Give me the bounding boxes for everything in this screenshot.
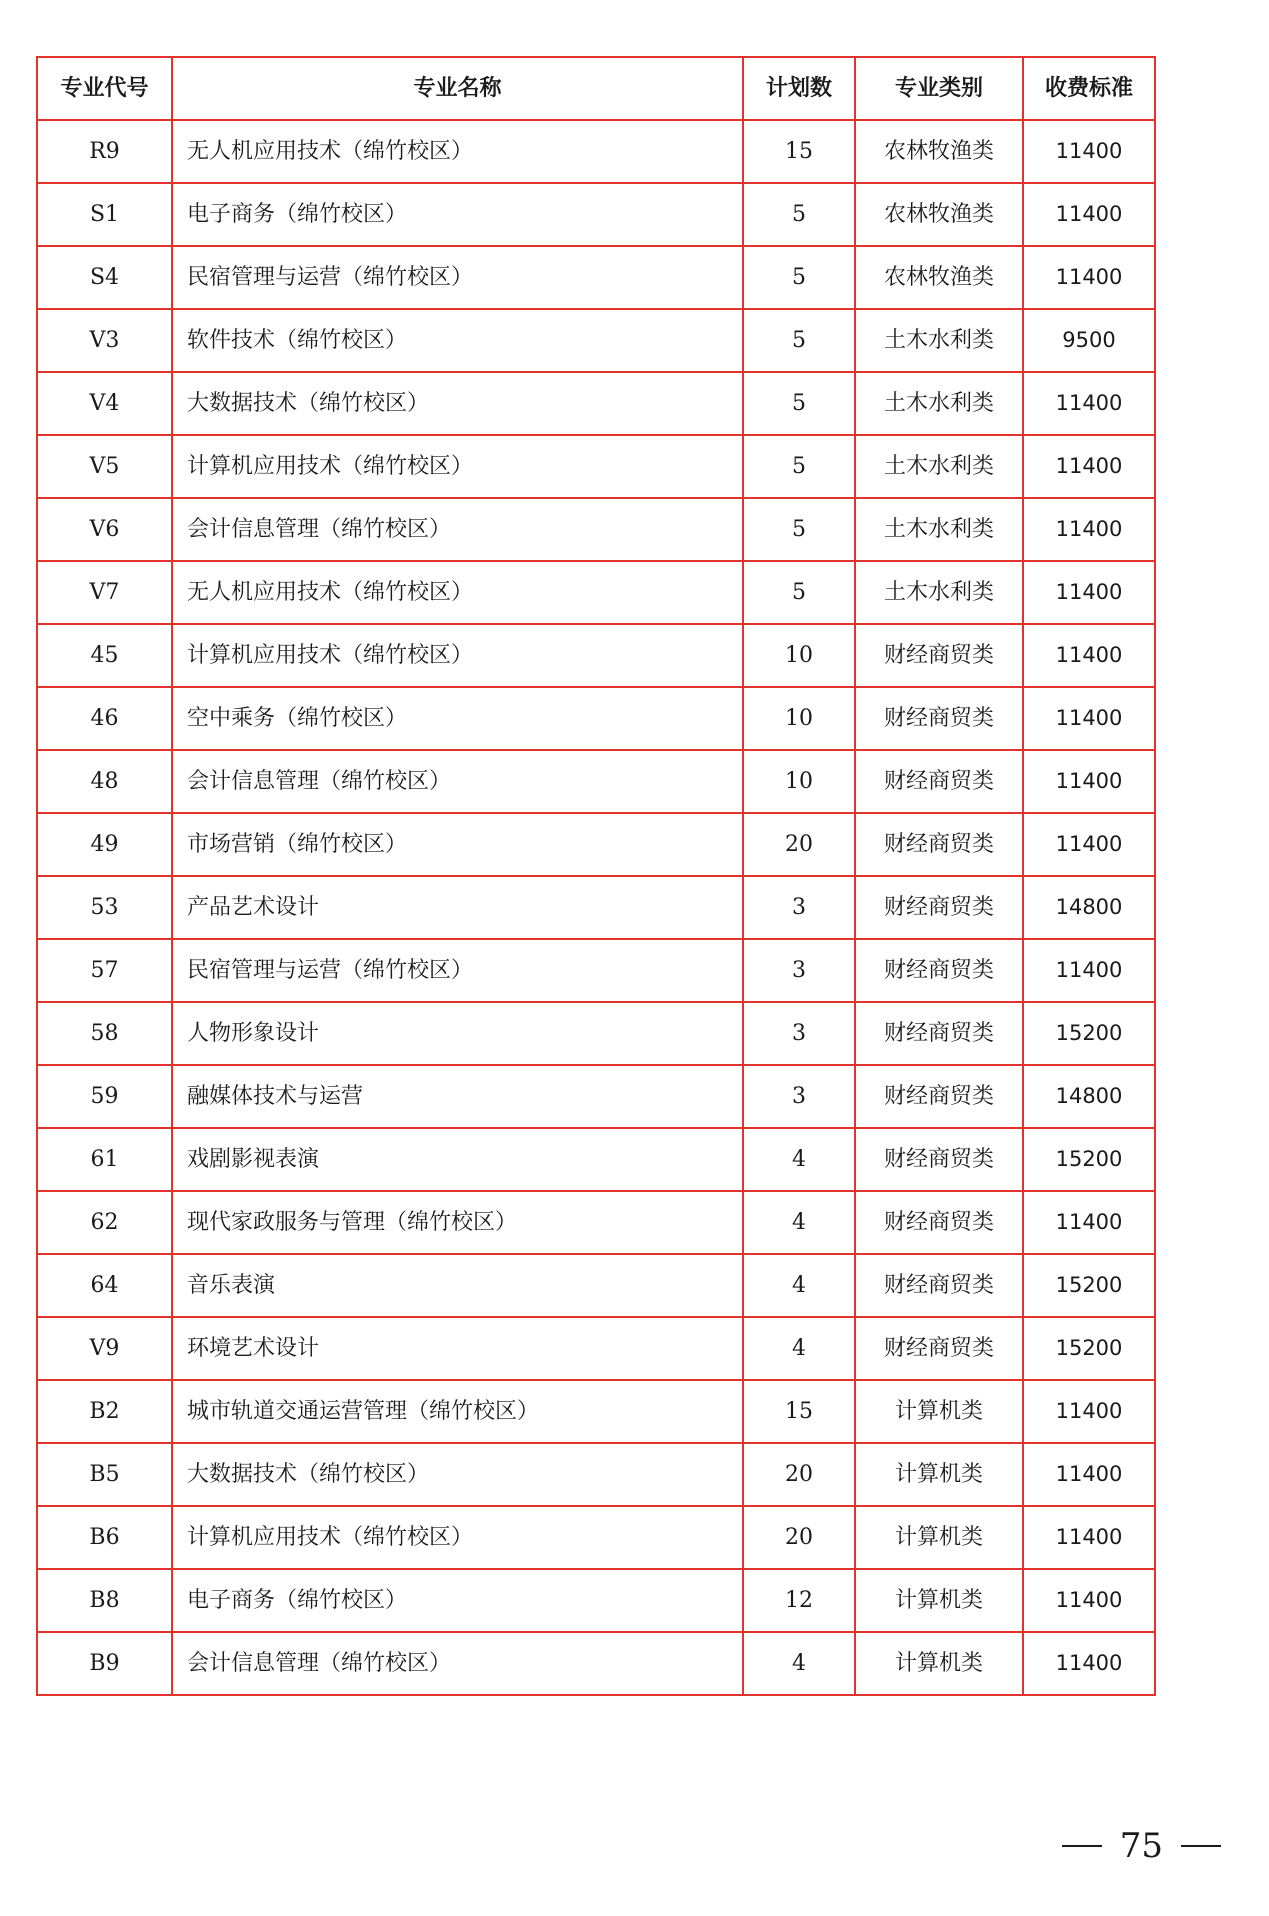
cell-name: 软件技术（绵竹校区） [172, 309, 743, 372]
table-row [37, 624, 1155, 687]
cell-plan: 4 [743, 1317, 855, 1380]
cell-code: 62 [37, 1191, 172, 1254]
header-category: 专业类别 [855, 57, 1023, 120]
cell-fee: 11400 [1023, 372, 1155, 435]
cell-plan: 3 [743, 1002, 855, 1065]
cell-name: 音乐表演 [172, 1254, 743, 1317]
cell-category: 财经商贸类 [855, 687, 1023, 750]
table-row [37, 372, 1155, 435]
cell-name: 计算机应用技术（绵竹校区） [172, 1506, 743, 1569]
table-row [37, 1254, 1155, 1317]
cell-code: 46 [37, 687, 172, 750]
cell-code: 58 [37, 1002, 172, 1065]
cell-category: 财经商贸类 [855, 813, 1023, 876]
header-plan: 计划数 [743, 57, 855, 120]
cell-category: 农林牧渔类 [855, 183, 1023, 246]
cell-plan: 20 [743, 1506, 855, 1569]
table-row [37, 435, 1155, 498]
cell-name: 电子商务（绵竹校区） [172, 183, 743, 246]
cell-category: 土木水利类 [855, 372, 1023, 435]
cell-plan: 5 [743, 372, 855, 435]
cell-code: B6 [37, 1506, 172, 1569]
table-header [37, 57, 1155, 120]
cell-fee: 11400 [1023, 1191, 1155, 1254]
cell-fee: 11400 [1023, 183, 1155, 246]
table-row [37, 1632, 1155, 1695]
cell-category: 计算机类 [855, 1632, 1023, 1695]
cell-code: B9 [37, 1632, 172, 1695]
cell-name: 融媒体技术与运营 [172, 1065, 743, 1128]
cell-name: 会计信息管理（绵竹校区） [172, 1632, 743, 1695]
table-body [37, 120, 1155, 1695]
table-row [37, 1569, 1155, 1632]
table-row [37, 1002, 1155, 1065]
cell-name: 电子商务（绵竹校区） [172, 1569, 743, 1632]
cell-plan: 5 [743, 561, 855, 624]
cell-plan: 15 [743, 1380, 855, 1443]
right-dash [1181, 1845, 1221, 1847]
cell-code: S1 [37, 183, 172, 246]
cell-category: 计算机类 [855, 1506, 1023, 1569]
table-row [37, 876, 1155, 939]
cell-name: 会计信息管理（绵竹校区） [172, 750, 743, 813]
cell-plan: 4 [743, 1632, 855, 1695]
table-row [37, 1380, 1155, 1443]
cell-category: 财经商贸类 [855, 1191, 1023, 1254]
cell-code: 64 [37, 1254, 172, 1317]
table-row [37, 1506, 1155, 1569]
cell-plan: 3 [743, 1065, 855, 1128]
cell-code: 59 [37, 1065, 172, 1128]
table-row [37, 1065, 1155, 1128]
cell-fee: 11400 [1023, 687, 1155, 750]
left-dash [1062, 1845, 1102, 1847]
cell-fee: 11400 [1023, 498, 1155, 561]
table-row [37, 1191, 1155, 1254]
cell-name: 戏剧影视表演 [172, 1128, 743, 1191]
cell-fee: 15200 [1023, 1317, 1155, 1380]
cell-plan: 3 [743, 939, 855, 1002]
cell-category: 财经商贸类 [855, 1317, 1023, 1380]
cell-fee: 15200 [1023, 1128, 1155, 1191]
cell-name: 会计信息管理（绵竹校区） [172, 498, 743, 561]
cell-code: V4 [37, 372, 172, 435]
cell-category: 计算机类 [855, 1380, 1023, 1443]
table-row [37, 183, 1155, 246]
cell-category: 财经商贸类 [855, 1002, 1023, 1065]
cell-fee: 15200 [1023, 1002, 1155, 1065]
cell-name: 市场营销（绵竹校区） [172, 813, 743, 876]
cell-name: 现代家政服务与管理（绵竹校区） [172, 1191, 743, 1254]
cell-category: 计算机类 [855, 1569, 1023, 1632]
cell-fee: 11400 [1023, 435, 1155, 498]
table-row [37, 498, 1155, 561]
cell-name: 民宿管理与运营（绵竹校区） [172, 246, 743, 309]
cell-category: 土木水利类 [855, 309, 1023, 372]
cell-name: 大数据技术（绵竹校区） [172, 372, 743, 435]
table-row [37, 1128, 1155, 1191]
cell-plan: 10 [743, 687, 855, 750]
cell-code: V5 [37, 435, 172, 498]
table-row [37, 246, 1155, 309]
cell-code: 53 [37, 876, 172, 939]
cell-name: 环境艺术设计 [172, 1317, 743, 1380]
header-fee: 收费标准 [1023, 57, 1155, 120]
cell-category: 土木水利类 [855, 435, 1023, 498]
cell-name: 大数据技术（绵竹校区） [172, 1443, 743, 1506]
cell-fee: 11400 [1023, 246, 1155, 309]
cell-plan: 20 [743, 813, 855, 876]
header-code: 专业代号 [37, 57, 172, 120]
cell-code: S4 [37, 246, 172, 309]
cell-plan: 5 [743, 498, 855, 561]
cell-name: 民宿管理与运营（绵竹校区） [172, 939, 743, 1002]
cell-plan: 5 [743, 183, 855, 246]
cell-name: 产品艺术设计 [172, 876, 743, 939]
table-row [37, 1443, 1155, 1506]
enrollment-plan-table [36, 56, 1156, 1696]
cell-code: B8 [37, 1569, 172, 1632]
cell-fee: 11400 [1023, 1569, 1155, 1632]
cell-category: 土木水利类 [855, 498, 1023, 561]
cell-plan: 4 [743, 1191, 855, 1254]
cell-fee: 15200 [1023, 1254, 1155, 1317]
cell-plan: 10 [743, 624, 855, 687]
cell-code: R9 [37, 120, 172, 183]
cell-code: V6 [37, 498, 172, 561]
cell-category: 计算机类 [855, 1443, 1023, 1506]
cell-fee: 11400 [1023, 561, 1155, 624]
cell-plan: 12 [743, 1569, 855, 1632]
cell-code: 61 [37, 1128, 172, 1191]
cell-fee: 11400 [1023, 750, 1155, 813]
cell-category: 财经商贸类 [855, 1128, 1023, 1191]
cell-category: 财经商贸类 [855, 1065, 1023, 1128]
cell-name: 计算机应用技术（绵竹校区） [172, 435, 743, 498]
cell-fee: 11400 [1023, 813, 1155, 876]
table-row [37, 561, 1155, 624]
cell-plan: 5 [743, 246, 855, 309]
cell-code: B2 [37, 1380, 172, 1443]
cell-category: 财经商贸类 [855, 1254, 1023, 1317]
cell-name: 无人机应用技术（绵竹校区） [172, 561, 743, 624]
cell-name: 城市轨道交通运营管理（绵竹校区） [172, 1380, 743, 1443]
table-row [37, 309, 1155, 372]
cell-plan: 5 [743, 309, 855, 372]
cell-code: V3 [37, 309, 172, 372]
cell-category: 财经商贸类 [855, 750, 1023, 813]
cell-fee: 11400 [1023, 939, 1155, 1002]
cell-plan: 5 [743, 435, 855, 498]
table-row [37, 1317, 1155, 1380]
page-number [1062, 1826, 1221, 1866]
cell-code: V7 [37, 561, 172, 624]
table-row [37, 120, 1155, 183]
table-row [37, 813, 1155, 876]
table-row [37, 750, 1155, 813]
cell-category: 农林牧渔类 [855, 120, 1023, 183]
page-number-text: 75 [1119, 1826, 1163, 1866]
cell-plan: 4 [743, 1128, 855, 1191]
cell-fee: 11400 [1023, 624, 1155, 687]
cell-plan: 10 [743, 750, 855, 813]
cell-code: 45 [37, 624, 172, 687]
cell-code: V9 [37, 1317, 172, 1380]
header-name: 专业名称 [172, 57, 743, 120]
cell-name: 空中乘务（绵竹校区） [172, 687, 743, 750]
cell-plan: 4 [743, 1254, 855, 1317]
cell-fee: 11400 [1023, 1443, 1155, 1506]
cell-category: 财经商贸类 [855, 624, 1023, 687]
cell-category: 农林牧渔类 [855, 246, 1023, 309]
cell-code: 48 [37, 750, 172, 813]
cell-code: 49 [37, 813, 172, 876]
cell-fee: 11400 [1023, 1506, 1155, 1569]
cell-category: 财经商贸类 [855, 876, 1023, 939]
cell-fee: 11400 [1023, 1380, 1155, 1443]
cell-plan: 3 [743, 876, 855, 939]
cell-code: B5 [37, 1443, 172, 1506]
header-row [37, 57, 1155, 120]
cell-category: 财经商贸类 [855, 939, 1023, 1002]
cell-fee: 11400 [1023, 1632, 1155, 1695]
cell-name: 计算机应用技术（绵竹校区） [172, 624, 743, 687]
cell-fee: 9500 [1023, 309, 1155, 372]
cell-plan: 20 [743, 1443, 855, 1506]
table-row [37, 687, 1155, 750]
cell-name: 无人机应用技术（绵竹校区） [172, 120, 743, 183]
table-row [37, 939, 1155, 1002]
cell-code: 57 [37, 939, 172, 1002]
cell-name: 人物形象设计 [172, 1002, 743, 1065]
cell-fee: 11400 [1023, 120, 1155, 183]
cell-fee: 14800 [1023, 1065, 1155, 1128]
cell-plan: 15 [743, 120, 855, 183]
cell-category: 土木水利类 [855, 561, 1023, 624]
cell-fee: 14800 [1023, 876, 1155, 939]
